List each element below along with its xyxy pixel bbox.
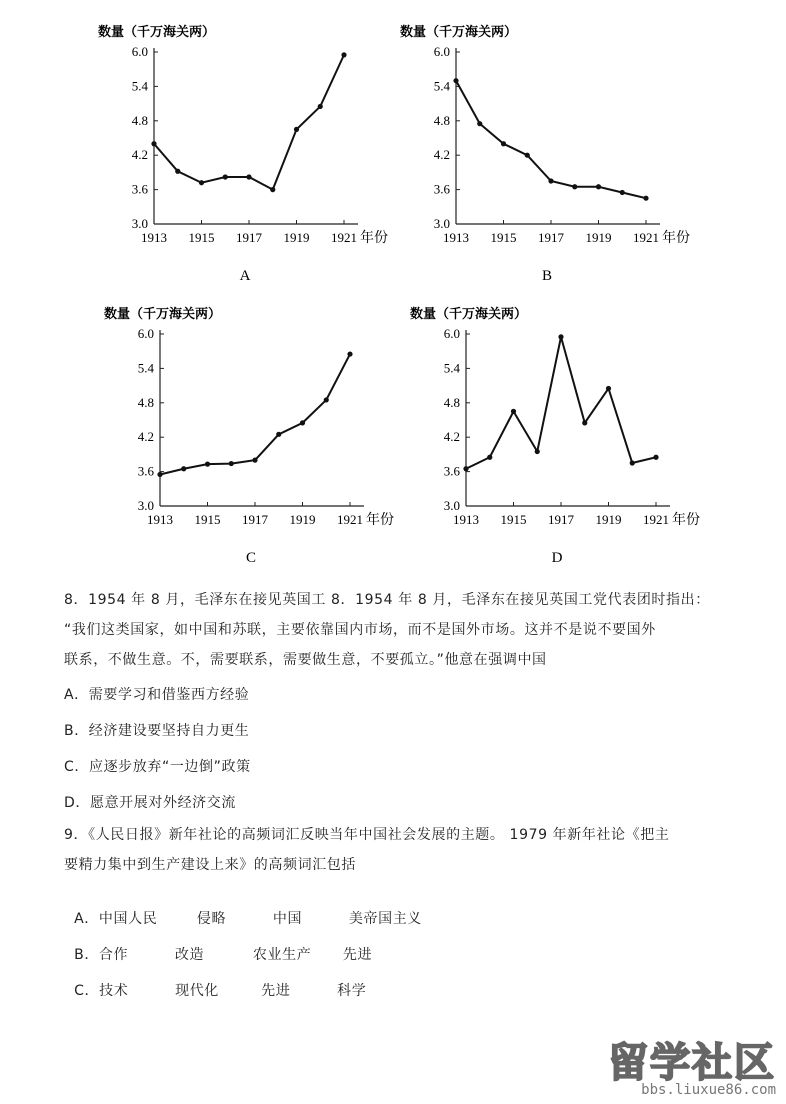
x-tick-label: 1915 <box>490 230 517 245</box>
data-point <box>318 104 323 109</box>
option-word: 技术 <box>99 983 129 999</box>
line-chart <box>102 300 402 570</box>
data-point <box>630 460 635 465</box>
x-tick-label: 1913 <box>147 512 173 527</box>
watermark <box>608 1031 776 1098</box>
x-tick-label: 1919 <box>585 230 612 245</box>
option-label: C． <box>74 983 100 999</box>
question-8-line-3: 联系，不做生意。不，需要联系，需要做生意，不要孤立。”他意在强调中国 <box>64 652 547 668</box>
option-word: 科学 <box>337 983 367 999</box>
line-chart <box>96 18 396 288</box>
data-point <box>151 141 156 146</box>
data-point <box>487 455 492 460</box>
data-point <box>453 78 458 83</box>
x-axis-label: 年份 <box>662 230 690 246</box>
y-tick-label: 6.0 <box>137 326 154 341</box>
x-tick-label: 1915 <box>500 512 527 527</box>
data-point <box>477 121 482 126</box>
y-tick-label: 3.0 <box>433 216 450 231</box>
y-tick-label: 3.0 <box>443 498 460 513</box>
chart-a <box>96 18 396 288</box>
option-word: 改造 <box>174 947 205 963</box>
x-tick-label: 1921 <box>633 230 659 245</box>
y-tick-label: 3.6 <box>137 463 154 479</box>
option-word: 中国人民 <box>98 911 158 927</box>
data-point <box>525 153 530 158</box>
data-point <box>223 174 228 179</box>
question-9-option-b <box>64 928 372 964</box>
x-tick-label: 1917 <box>242 512 268 527</box>
y-tick-label: 3.0 <box>131 216 148 231</box>
watermark-brand: 留学社区 <box>608 1040 776 1086</box>
data-point <box>620 190 625 195</box>
y-tick-label: 3.6 <box>433 181 450 197</box>
chart-b <box>398 18 698 288</box>
data-point <box>511 409 516 414</box>
y-tick-label: 4.8 <box>443 394 460 410</box>
data-point <box>347 351 352 356</box>
data-point <box>606 386 611 391</box>
line-chart <box>408 300 708 570</box>
option-word: 中国 <box>272 911 303 927</box>
data-point <box>199 180 204 185</box>
question-8-line-1: 8．1954 年 8 月，毛泽东在接见英国工 8．1954 年 8 月，毛泽东在接见英国工党代表团时指出： <box>64 592 710 608</box>
y-tick-label: 4.8 <box>137 394 154 410</box>
y-tick-label: 5.4 <box>131 78 148 94</box>
y-axis-label: 数量（千万海关两） <box>400 25 518 40</box>
data-point <box>501 141 506 146</box>
y-tick-label: 3.6 <box>443 463 460 479</box>
x-tick-label: 1919 <box>289 512 316 527</box>
series-line <box>466 337 656 469</box>
option-label: B． <box>74 947 99 963</box>
question-9-line-1: 9．《人民日报》新年社论的高频词汇反映当年中国社会发展的主题。 1979 年新年社论《把主 <box>64 827 670 843</box>
x-tick-label: 1917 <box>548 512 574 527</box>
data-point <box>252 458 257 463</box>
x-tick-label: 1921 <box>331 230 357 245</box>
y-tick-label: 4.2 <box>131 147 148 163</box>
x-axis-label: 年份 <box>672 512 700 528</box>
data-point <box>558 334 563 339</box>
data-point <box>175 169 180 174</box>
data-point <box>653 455 658 460</box>
y-tick-label: 5.4 <box>443 360 460 376</box>
question-9-option-c <box>64 964 366 1000</box>
y-tick-label: 5.4 <box>137 360 154 376</box>
data-point <box>181 466 186 471</box>
y-tick-label: 4.8 <box>433 112 450 128</box>
y-tick-label: 6.0 <box>433 44 450 59</box>
x-tick-label: 1915 <box>188 230 215 245</box>
option-word: 合作 <box>98 947 129 963</box>
y-tick-label: 4.2 <box>137 429 154 445</box>
y-tick-label: 4.8 <box>131 112 148 128</box>
y-axis-label: 数量（千万海关两） <box>410 307 528 322</box>
option-word: 农业生产 <box>252 947 312 963</box>
data-point <box>246 174 251 179</box>
chart-letter: D <box>551 550 563 566</box>
y-tick-label: 3.0 <box>137 498 154 513</box>
chart-c <box>102 300 402 570</box>
x-tick-label: 1917 <box>538 230 564 245</box>
y-axis-label: 数量（千万海关两） <box>98 25 216 40</box>
question-8-option-b: B．经济建设要坚持自力更生 <box>64 723 250 739</box>
watermark-url: bbs.liuxue86.com <box>641 1082 776 1098</box>
x-tick-label: 1915 <box>194 512 221 527</box>
y-tick-label: 6.0 <box>443 326 460 341</box>
x-tick-label: 1917 <box>236 230 262 245</box>
question-8-line-2: “我们这类国家，如中国和苏联，主要依靠国内市场，而不是国外市场。这并不是说不要国外 <box>64 622 656 638</box>
option-word: 先进 <box>261 983 291 999</box>
data-point <box>300 420 305 425</box>
option-word: 先进 <box>342 947 373 963</box>
data-point <box>572 184 577 189</box>
data-point <box>276 432 281 437</box>
data-point <box>463 466 468 471</box>
chart-letter: B <box>541 268 553 284</box>
option-word: 美帝国主义 <box>348 911 422 927</box>
series-line <box>154 55 344 190</box>
x-tick-label: 1921 <box>643 512 669 527</box>
x-axis-label: 年份 <box>366 512 394 528</box>
x-tick-label: 1919 <box>283 230 310 245</box>
x-tick-label: 1913 <box>443 230 469 245</box>
question-9-option-a <box>64 892 422 928</box>
y-tick-label: 4.2 <box>443 429 460 445</box>
y-tick-label: 5.4 <box>433 78 450 94</box>
question-9-line-2: 要精力集中到生产建设上来》的高频词汇包括 <box>64 857 356 873</box>
data-point <box>582 420 587 425</box>
x-tick-label: 1919 <box>595 512 622 527</box>
data-point <box>205 462 210 467</box>
y-axis-label: 数量（千万海关两） <box>104 307 222 322</box>
y-tick-label: 6.0 <box>131 44 148 59</box>
option-word: 现代化 <box>175 983 219 999</box>
chart-letter: C <box>245 550 257 566</box>
question-8-option-a: A．需要学习和借鉴西方经验 <box>64 687 250 703</box>
chart-letter: A <box>239 268 251 284</box>
data-point <box>294 127 299 132</box>
data-point <box>535 449 540 454</box>
x-tick-label: 1921 <box>337 512 363 527</box>
y-tick-label: 4.2 <box>433 147 450 163</box>
question-8-option-d: D．愿意开展对外经济交流 <box>64 795 236 811</box>
data-point <box>548 178 553 183</box>
option-label: A． <box>74 911 99 927</box>
x-tick-label: 1913 <box>141 230 167 245</box>
x-axis-label: 年份 <box>360 230 388 246</box>
data-point <box>596 184 601 189</box>
data-point <box>643 196 648 201</box>
data-point <box>270 187 275 192</box>
x-tick-label: 1913 <box>453 512 479 527</box>
data-point <box>229 461 234 466</box>
data-point <box>157 472 162 477</box>
question-8-option-c: C．应逐步放弃“一边倒”政策 <box>64 759 251 775</box>
data-point <box>324 397 329 402</box>
series-line <box>160 354 350 474</box>
y-tick-label: 3.6 <box>131 181 148 197</box>
chart-d <box>408 300 708 570</box>
option-word: 侵略 <box>196 911 227 927</box>
data-point <box>341 52 346 57</box>
line-chart <box>398 18 698 288</box>
